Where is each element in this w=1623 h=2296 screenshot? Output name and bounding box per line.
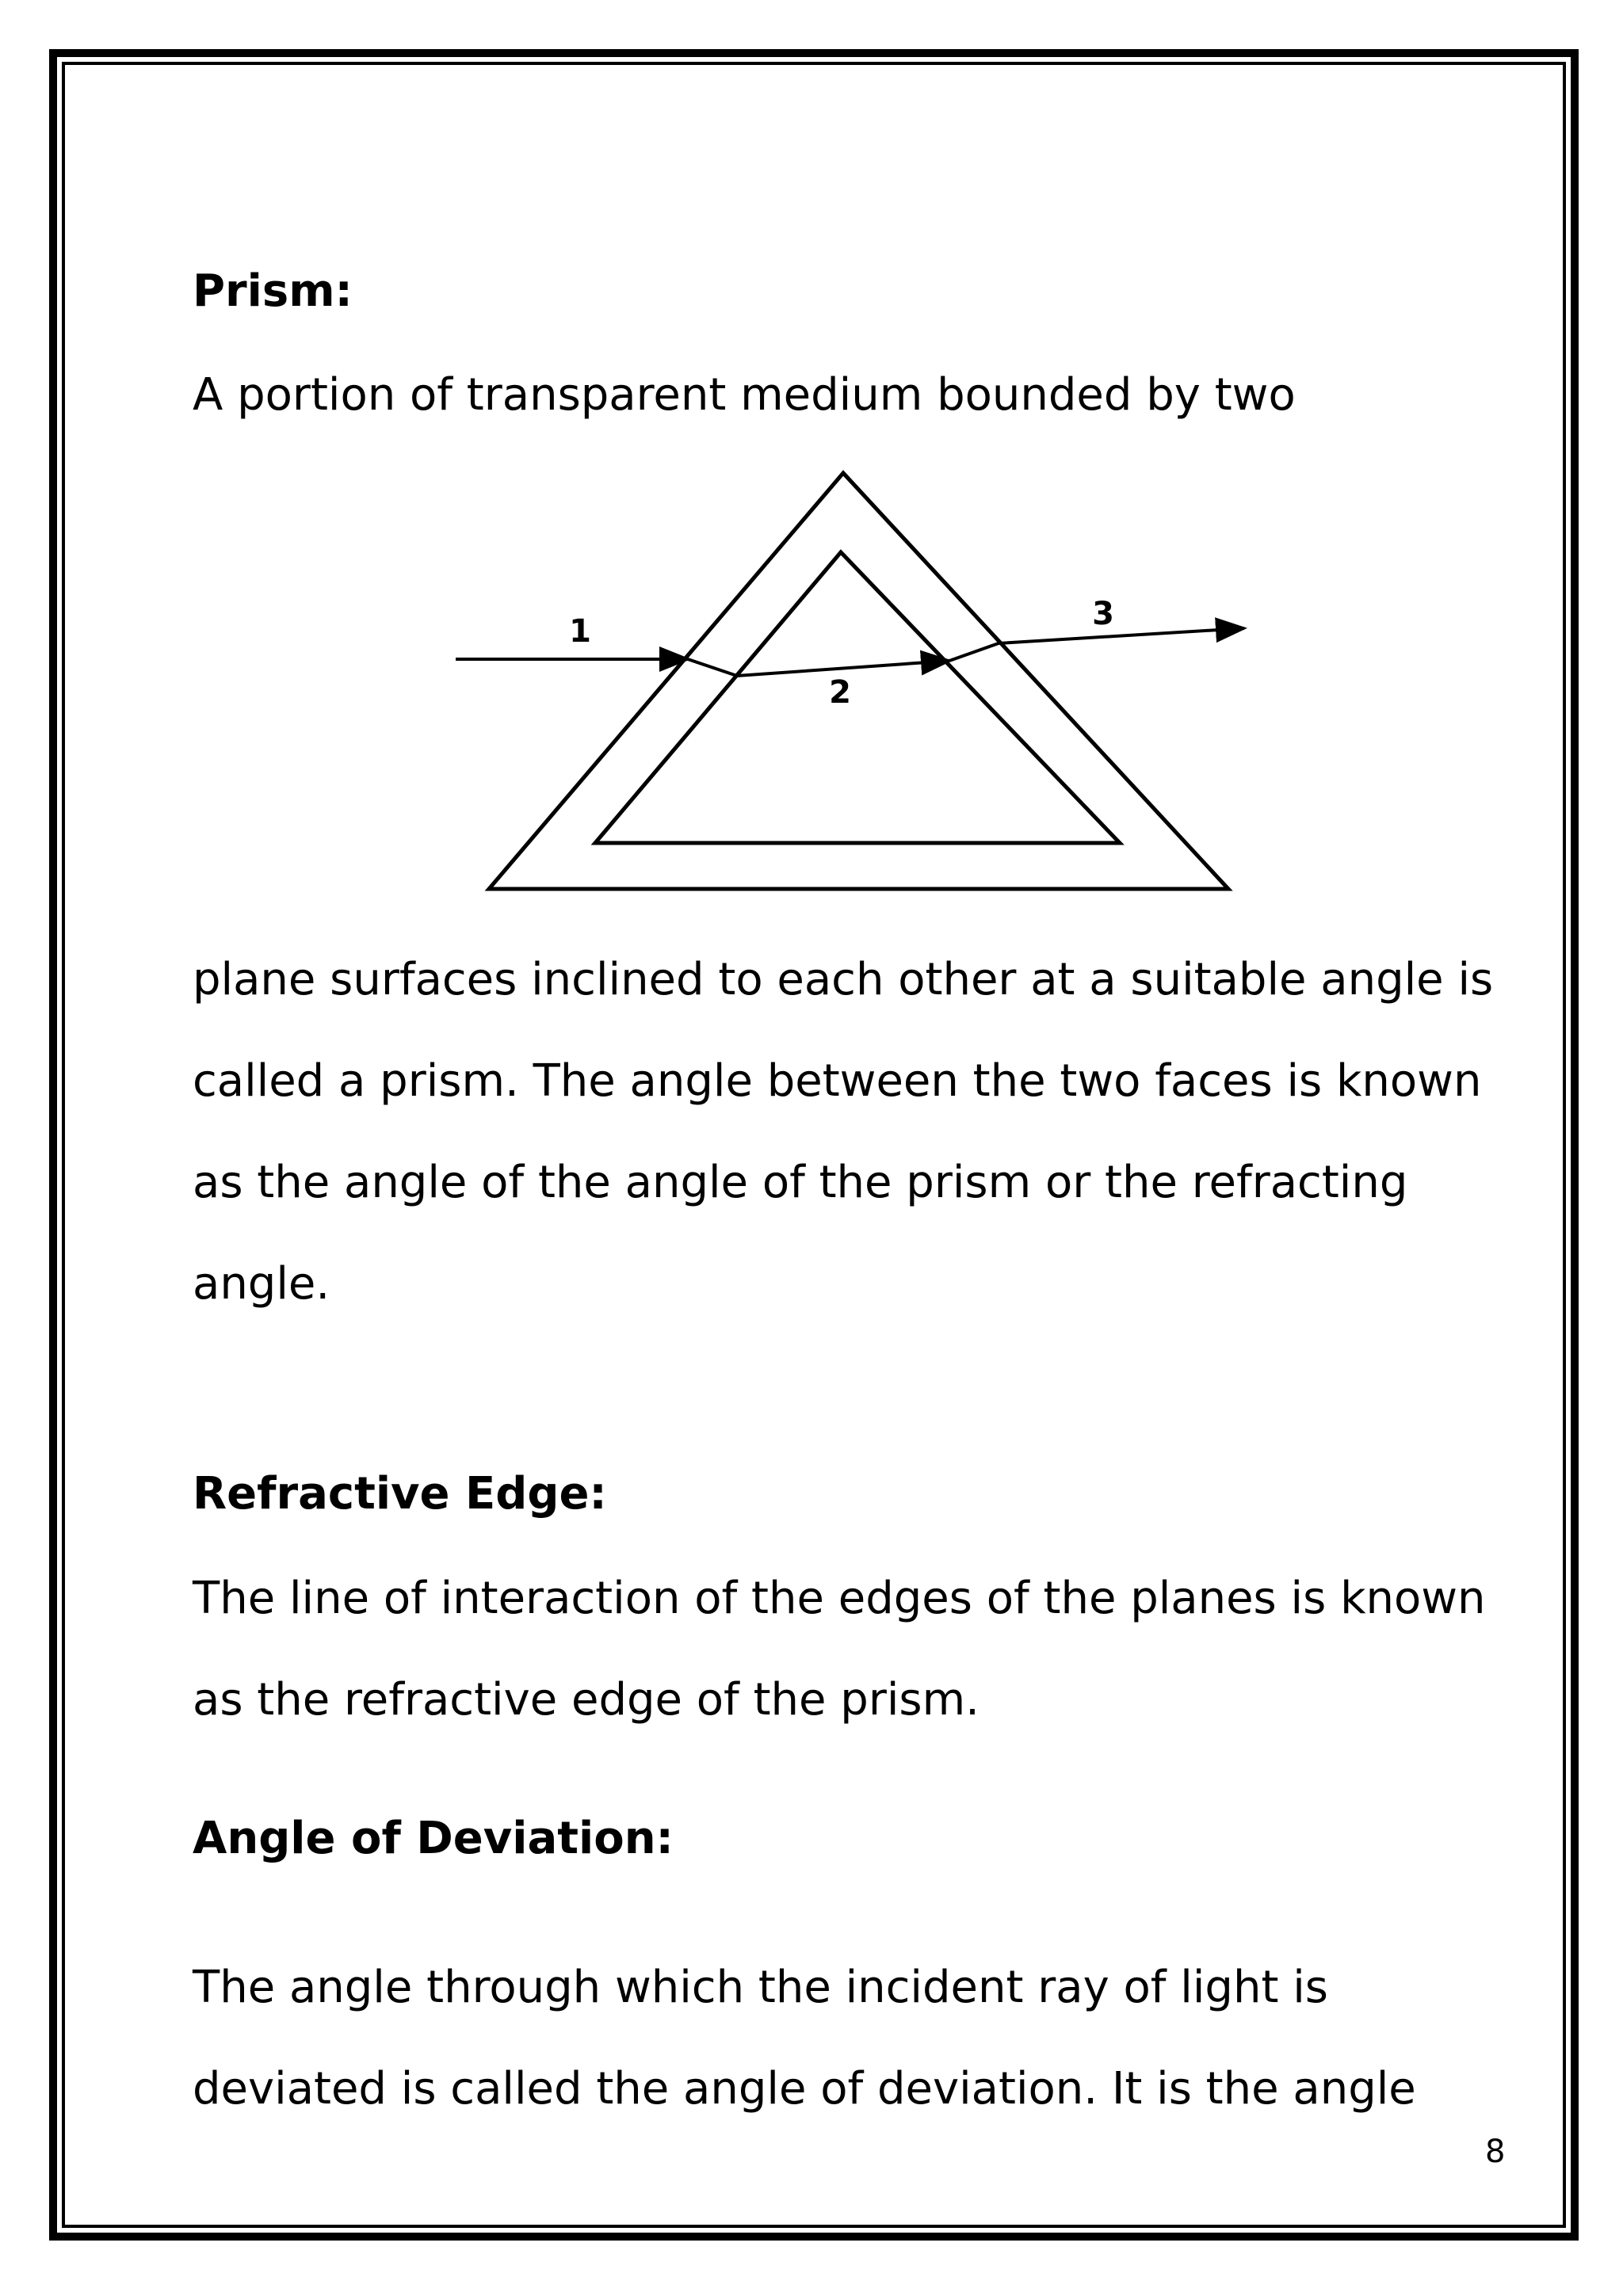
refractive-edge-text — [193, 1548, 1486, 1751]
prism-intro-text — [193, 345, 1296, 446]
prism-heading: Prism: — [193, 265, 353, 317]
prism-definition-line: plane surfaces inclined to each other at a suitable angle is — [193, 954, 1494, 1005]
ray-label-3: 3 — [1092, 596, 1114, 632]
prism-intro-line: A portion of transparent medium bounded by two — [193, 369, 1296, 421]
prism-definition-line: angle. — [193, 1258, 330, 1310]
prism-definition-text — [193, 929, 1493, 1335]
prism-definition-line: as the angle of the angle of the prism or the refracting — [193, 1157, 1408, 1208]
prism-ray-diagram — [444, 460, 1252, 903]
prism-outer-triangle — [489, 473, 1228, 889]
page-number: 8 — [1485, 2134, 1506, 2170]
prism-definition-line: called a prism. The angle between the two faces is known — [193, 1055, 1482, 1107]
ray-label-1: 1 — [569, 613, 591, 650]
refractive-edge-line: The line of interaction of the edges of the planes is known — [193, 1573, 1486, 1624]
refracted-ray — [688, 659, 949, 676]
angle-of-deviation-line: deviated is called the angle of deviation. It is the angle — [193, 2063, 1416, 2115]
refractive-edge-line: as the refractive edge of the prism. — [193, 1674, 980, 1726]
angle-of-deviation-text — [193, 1937, 1416, 2140]
refractive-edge-heading: Refractive Edge: — [193, 1468, 607, 1520]
angle-of-deviation-heading: Angle of Deviation: — [193, 1813, 674, 1864]
prism-inner-triangle — [595, 552, 1120, 843]
ray-label-2: 2 — [829, 674, 851, 711]
angle-of-deviation-line: The angle through which the incident ray of light is — [193, 1962, 1328, 2013]
